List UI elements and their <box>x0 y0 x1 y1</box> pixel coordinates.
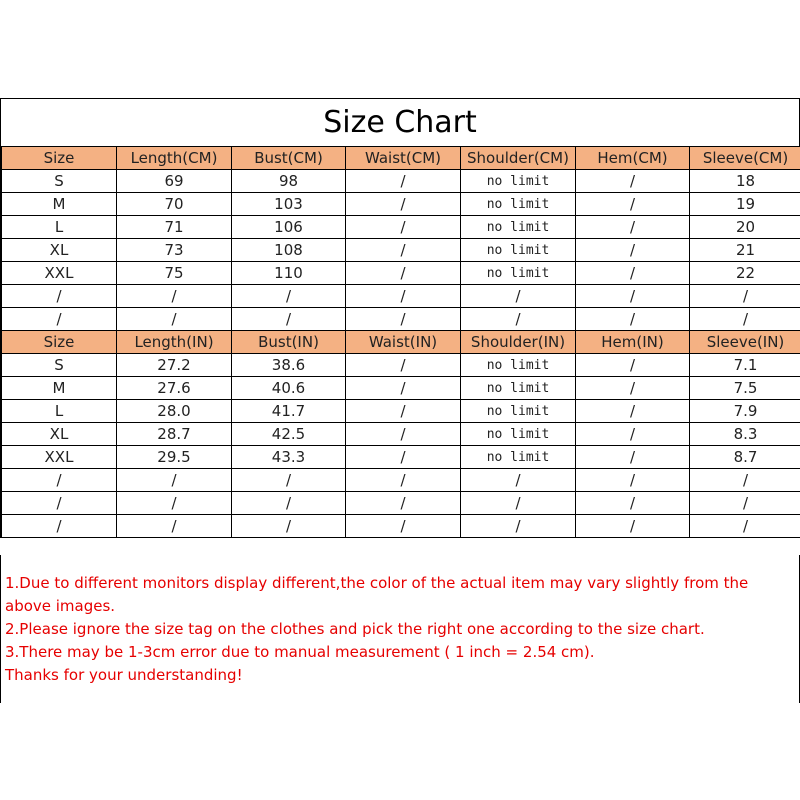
table-cell: / <box>232 515 346 538</box>
table-cell: 8.3 <box>690 423 800 446</box>
table-cell: / <box>2 515 117 538</box>
table-cell: / <box>576 377 690 400</box>
column-header: Length(CM) <box>117 147 232 170</box>
column-header: Shoulder(IN) <box>461 331 576 354</box>
table-cell: 103 <box>232 193 346 216</box>
table-cell: / <box>576 216 690 239</box>
table-cell: no limit <box>461 354 576 377</box>
table-cell: 22 <box>690 262 800 285</box>
table-row <box>2 239 800 262</box>
table-cell: 29.5 <box>117 446 232 469</box>
table-cell: / <box>346 400 461 423</box>
table-cell: S <box>2 354 117 377</box>
table-cell: / <box>576 239 690 262</box>
note-1: 1.Due to different monitors display different,the color of the actual item may vary slightly from the above images. <box>5 574 749 615</box>
table-cell: 27.6 <box>117 377 232 400</box>
table-cell: / <box>2 285 117 308</box>
table-cell: XL <box>2 239 117 262</box>
table-cell: 42.5 <box>232 423 346 446</box>
table-cell: 43.3 <box>232 446 346 469</box>
size-chart <box>0 98 800 538</box>
table-row <box>2 469 800 492</box>
table-cell: / <box>346 492 461 515</box>
table-cell: 18 <box>690 170 800 193</box>
table-cell: / <box>346 354 461 377</box>
table-cell: / <box>346 377 461 400</box>
table-row <box>2 423 800 446</box>
table-row <box>2 400 800 423</box>
table-cell: / <box>576 469 690 492</box>
column-header: Waist(CM) <box>346 147 461 170</box>
table-cell: 98 <box>232 170 346 193</box>
table-cell: L <box>2 216 117 239</box>
table-cell: / <box>576 354 690 377</box>
table-cell: / <box>576 308 690 331</box>
table-cell: / <box>461 469 576 492</box>
table-cell: / <box>117 469 232 492</box>
note-thanks: Thanks for your understanding! <box>5 666 243 684</box>
table-cell: / <box>690 492 800 515</box>
table-cell: / <box>346 515 461 538</box>
cm_table-header-row <box>2 147 800 170</box>
table-cell: / <box>2 308 117 331</box>
table-cell: 106 <box>232 216 346 239</box>
table-cell: / <box>117 515 232 538</box>
note-2: 2.Please ignore the size tag on the clothes and pick the right one according to the size chart. <box>5 620 705 638</box>
table-cell: 7.5 <box>690 377 800 400</box>
table-cell: XXL <box>2 446 117 469</box>
table-cell: 28.7 <box>117 423 232 446</box>
table-row <box>2 515 800 538</box>
table-cell: no limit <box>461 216 576 239</box>
table-cell: 71 <box>117 216 232 239</box>
table-cell: / <box>576 285 690 308</box>
table-cell: no limit <box>461 262 576 285</box>
table-cell: / <box>576 262 690 285</box>
table-row <box>2 492 800 515</box>
column-header: Length(IN) <box>117 331 232 354</box>
table-cell: / <box>576 446 690 469</box>
table-cell: / <box>346 193 461 216</box>
table-cell: / <box>576 170 690 193</box>
table-cell: 27.2 <box>117 354 232 377</box>
table-cell: / <box>232 308 346 331</box>
table-cell: no limit <box>461 239 576 262</box>
table-cell: 73 <box>117 239 232 262</box>
table-cell: / <box>232 492 346 515</box>
table-cell: 70 <box>117 193 232 216</box>
table-cell: M <box>2 193 117 216</box>
table-cell: 28.0 <box>117 400 232 423</box>
table-cell: / <box>461 492 576 515</box>
table-cell: / <box>346 308 461 331</box>
table-cell: no limit <box>461 193 576 216</box>
table-cell: / <box>232 469 346 492</box>
table-cell: / <box>117 308 232 331</box>
table-cell: / <box>117 492 232 515</box>
size-table <box>1 146 800 538</box>
table-cell: / <box>2 469 117 492</box>
table-row <box>2 308 800 331</box>
table-cell: / <box>576 423 690 446</box>
table-cell: 20 <box>690 216 800 239</box>
table-cell: L <box>2 400 117 423</box>
table-row <box>2 285 800 308</box>
table-cell: / <box>690 285 800 308</box>
note-3: 3.There may be 1-3cm error due to manual measurement ( 1 inch = 2.54 cm). <box>5 643 595 661</box>
table-cell: / <box>461 285 576 308</box>
table-cell: / <box>346 423 461 446</box>
table-cell: 69 <box>117 170 232 193</box>
table-cell: 19 <box>690 193 800 216</box>
table-cell: 8.7 <box>690 446 800 469</box>
table-cell: 38.6 <box>232 354 346 377</box>
table-cell: / <box>690 515 800 538</box>
table-cell: 21 <box>690 239 800 262</box>
table-cell: 75 <box>117 262 232 285</box>
table-cell: / <box>576 193 690 216</box>
table-cell: S <box>2 170 117 193</box>
column-header: Shoulder(CM) <box>461 147 576 170</box>
column-header: Hem(CM) <box>576 147 690 170</box>
table-cell: / <box>346 262 461 285</box>
table-row <box>2 193 800 216</box>
table-cell: 108 <box>232 239 346 262</box>
column-header: Waist(IN) <box>346 331 461 354</box>
column-header: Size <box>2 331 117 354</box>
table-row <box>2 170 800 193</box>
table-cell: no limit <box>461 377 576 400</box>
table-cell: no limit <box>461 446 576 469</box>
table-cell: / <box>232 285 346 308</box>
table-cell: / <box>346 469 461 492</box>
table-cell: / <box>346 285 461 308</box>
table-cell: 41.7 <box>232 400 346 423</box>
table-cell: 40.6 <box>232 377 346 400</box>
table-cell: / <box>346 170 461 193</box>
table-cell: XL <box>2 423 117 446</box>
notes <box>0 555 800 703</box>
table-cell: M <box>2 377 117 400</box>
table-row <box>2 354 800 377</box>
table-cell: 110 <box>232 262 346 285</box>
table-cell: / <box>576 492 690 515</box>
table-cell: / <box>576 515 690 538</box>
table-cell: / <box>461 515 576 538</box>
table-row <box>2 216 800 239</box>
table-cell: / <box>2 492 117 515</box>
table-cell: 7.9 <box>690 400 800 423</box>
column-header: Size <box>2 147 117 170</box>
table-cell: / <box>690 308 800 331</box>
table-row <box>2 446 800 469</box>
table-cell: / <box>117 285 232 308</box>
table-cell: no limit <box>461 400 576 423</box>
table-cell: XXL <box>2 262 117 285</box>
page-title: Size Chart <box>1 99 800 146</box>
table-cell: / <box>346 239 461 262</box>
table-cell: / <box>346 216 461 239</box>
table-cell: no limit <box>461 423 576 446</box>
table-cell: / <box>690 469 800 492</box>
in_table-header-row <box>2 331 800 354</box>
table-cell: no limit <box>461 170 576 193</box>
column-header: Sleeve(CM) <box>690 147 800 170</box>
table-cell: / <box>346 446 461 469</box>
column-header: Bust(IN) <box>232 331 346 354</box>
table-cell: / <box>461 308 576 331</box>
column-header: Hem(IN) <box>576 331 690 354</box>
table-row <box>2 377 800 400</box>
column-header: Bust(CM) <box>232 147 346 170</box>
table-cell: / <box>576 400 690 423</box>
table-row <box>2 262 800 285</box>
column-header: Sleeve(IN) <box>690 331 800 354</box>
table-cell: 7.1 <box>690 354 800 377</box>
